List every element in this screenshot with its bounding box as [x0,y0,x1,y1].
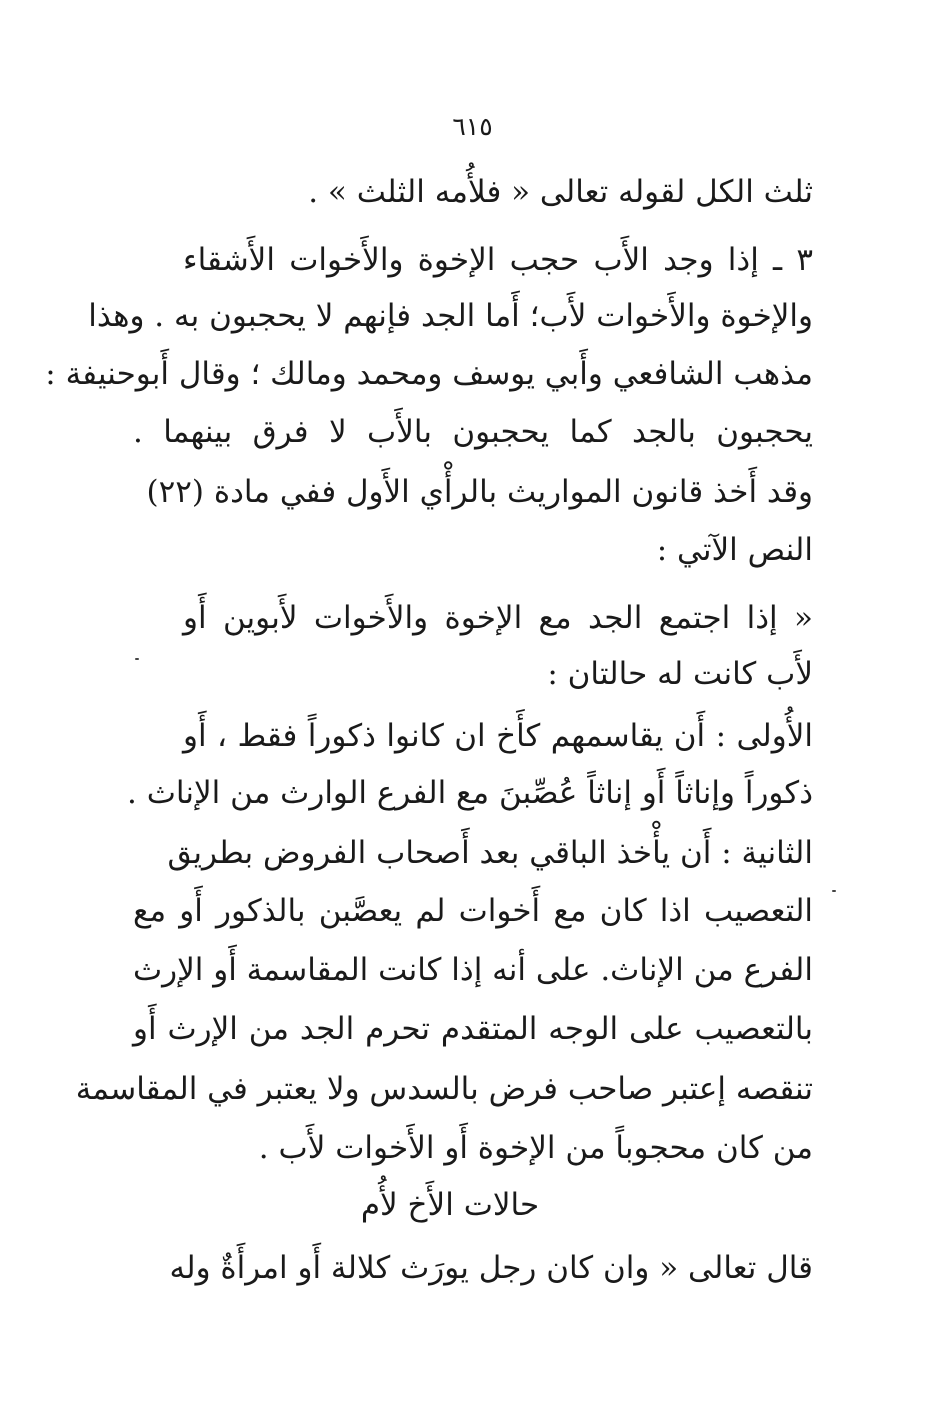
text-line: ٣ ـ إذا وجد الأَب حجب الإخوة والأَخوات الأَشقاء [183,242,813,278]
text-line: من كان محجوباً من الإخوة أَو الأَخوات لأَب . [258,1130,813,1166]
text-line: الأُولى : أَن يقاسمهم كأَخ ان كانوا ذكوراً فقط ، أَو [183,718,813,754]
text-line: بالتعصيب على الوجه المتقدم تحرم الجد من الإرث أَو [133,1011,813,1047]
text-line: ذكوراً وإناثاً أَو إناثاً عُصِّبنَ مع الفرع الوارث من الإناث . [127,775,813,811]
text-line: ثلث الكل لقوله تعالى « فلأُمه الثلث » . [308,174,813,210]
text-line: لأَب كانت له حالتان : [547,656,813,692]
text-line: « إذا اجتمع الجد مع الإخوة والأَخوات لأَبوين أَو [183,600,813,636]
scan-speck [135,658,139,660]
text-line: وقد أَخذ قانون المواريث بالرأْي الأَول ففي مادة (٢٢) [146,474,813,510]
text-line: والإخوة والأَخوات لأَب؛ أَما الجد فإنهم لا يحجبون به . وهذا [88,298,813,334]
scan-speck [832,890,836,892]
text-line: الفرع من الإناث. على أنه إذا كانت المقاسمة أَو الإرث [132,952,813,988]
text-line: الثانية : أَن يأْخذ الباقي بعد أَصحاب الفروض بطريق [167,835,813,871]
text-line: التعصيب اذا كان مع أَخوات لم يعصَّبن بالذكور أَو مع [133,893,813,929]
text-line: قال تعالى « وان كان رجل يورَث كلالة أَو امرأَةٌ وله [169,1250,813,1286]
text-line: يحجبون بالجد كما يحجبون بالأَب لا فرق بينهما . [133,414,813,450]
text-line: مذهب الشافعي وأَبي يوسف ومحمد ومالك ؛ وقال أَبوحنيفة : [45,356,813,392]
page-number: ٦١٥ [452,112,493,141]
section-heading: حالات الأَخ لأُم [360,1187,540,1223]
text-line: النص الآتي : [656,532,813,568]
text-line: تنقصه إعتبر صاحب فرض بالسدس ولا يعتبر في المقاسمة [75,1071,813,1107]
